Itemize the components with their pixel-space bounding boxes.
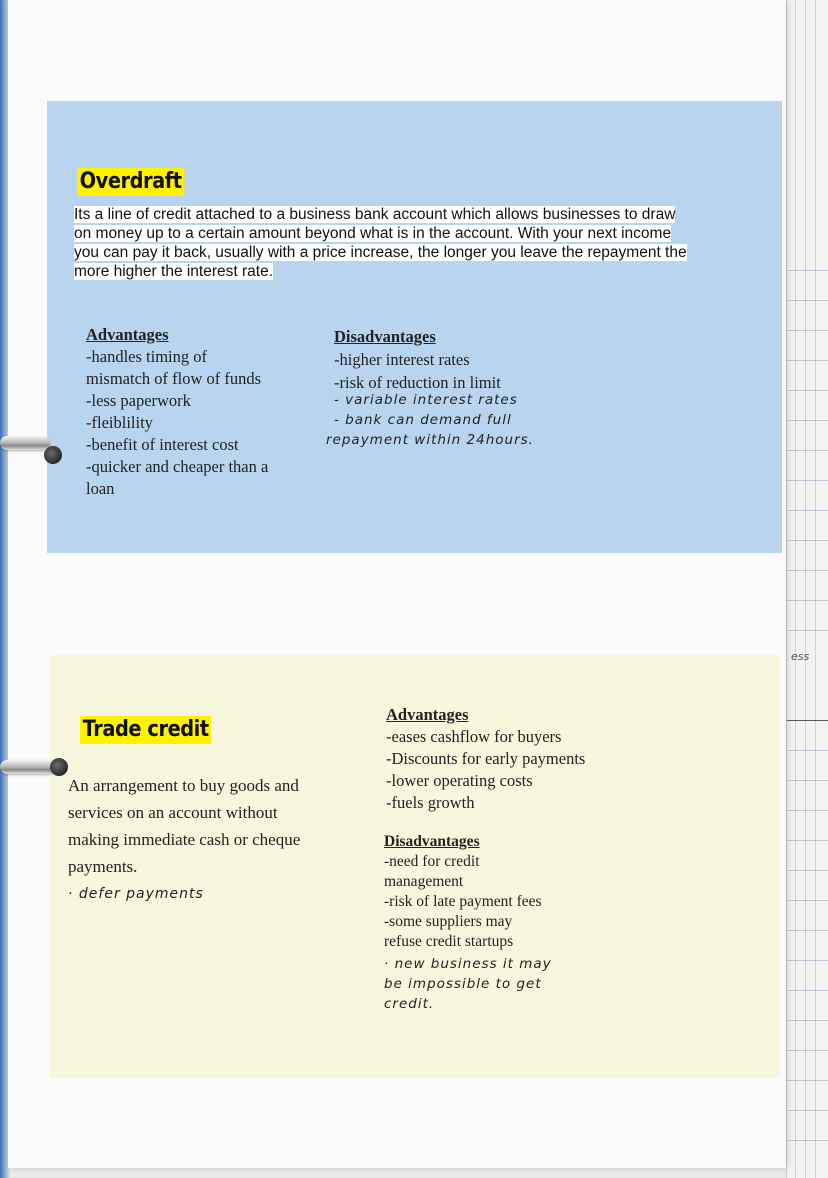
handwritten-note: - variable interest rates — [334, 392, 518, 408]
list-item: -less paperwork — [86, 391, 191, 410]
list-item: -need for credit — [384, 853, 480, 870]
list-item: -fuels growth — [386, 793, 475, 812]
definition-line: making immediate cash or cheque — [68, 830, 301, 849]
disadvantages-title: Disadvantages — [334, 327, 436, 346]
disadvantages-title: Disadvantages — [384, 833, 480, 850]
handwritten-note: · defer payments — [68, 886, 204, 902]
list-item: -risk of reduction in limit — [334, 373, 501, 392]
overdraft-disadvantages — [326, 325, 634, 450]
definition-line: you can pay it back, usually with a price increase, the longer you leave the repayment the — [74, 244, 687, 261]
trade-credit-advantages — [386, 704, 646, 814]
list-item: -handles timing of — [86, 347, 207, 366]
list-item: mismatch of flow of funds — [86, 369, 262, 388]
advantages-title: Advantages — [386, 705, 469, 724]
list-item: -some suppliers may — [384, 913, 513, 930]
overdraft-heading: Overdraft — [77, 168, 184, 196]
list-item: -risk of late payment fees — [384, 893, 542, 910]
trade-credit-definition — [68, 772, 358, 904]
overdraft-definition — [74, 205, 734, 281]
binder-ring-hole — [50, 758, 68, 776]
underlying-lined-pages — [786, 0, 828, 1178]
list-item: -lower operating costs — [386, 771, 533, 790]
definition-line: more higher the interest rate. — [74, 263, 274, 280]
list-item: -higher interest rates — [334, 350, 470, 369]
overdraft-advantages — [86, 324, 316, 500]
advantages-title: Advantages — [86, 325, 169, 344]
binder-ring — [0, 760, 55, 774]
definition-line: An arrangement to buy goods and — [68, 776, 299, 795]
definition-line: Its a line of credit attached to a business bank account which allows businesses to draw — [74, 206, 676, 223]
binder-ring-hole — [44, 446, 62, 464]
trade-credit-heading: Trade credit — [80, 716, 211, 744]
handwritten-note: repayment within 24hours. — [326, 432, 534, 448]
margin-note: ess — [791, 650, 810, 663]
definition-line: payments. — [68, 857, 138, 876]
handwritten-note: be impossible to get — [384, 976, 542, 992]
list-item: -eases cashflow for buyers — [386, 727, 562, 746]
list-item: -benefit of interest cost — [86, 435, 239, 454]
list-item: -fleiblility — [86, 413, 153, 432]
list-item: -quicker and cheaper than a — [86, 457, 269, 476]
list-item: refuse credit startups — [384, 933, 514, 950]
trade-credit-disadvantages — [384, 832, 644, 1014]
handwritten-note: · new business it may — [384, 956, 552, 972]
definition-line: services on an account without — [68, 803, 278, 822]
list-item: management — [384, 873, 464, 890]
handwritten-note: - bank can demand full — [334, 412, 512, 428]
handwritten-note: credit. — [384, 996, 435, 1012]
binder-ring — [0, 436, 50, 450]
list-item: loan — [86, 479, 115, 498]
definition-line: on money up to a certain amount beyond what is in the account. With your next income — [74, 225, 672, 242]
list-item: -Discounts for early payments — [386, 749, 586, 768]
